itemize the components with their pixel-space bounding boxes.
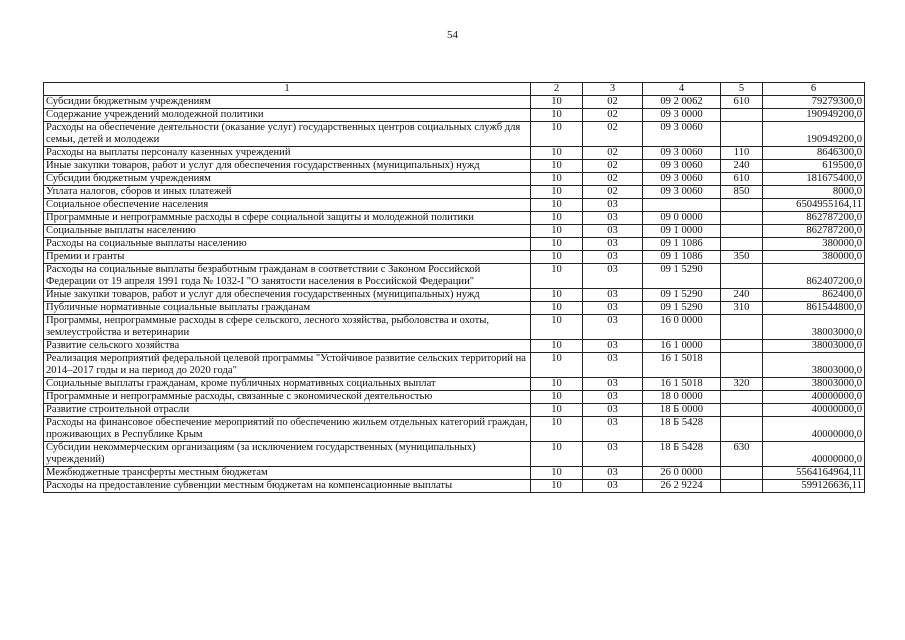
cell-target-article: 09 1 5290 bbox=[643, 289, 721, 302]
table-row bbox=[44, 186, 865, 199]
cell-section: 10 bbox=[531, 186, 583, 199]
cell-expense-type: 320 bbox=[721, 378, 763, 391]
table-row bbox=[44, 467, 865, 480]
cell-amount: 861544800,0 bbox=[763, 302, 865, 315]
cell-description: Развитие сельского хозяйства bbox=[44, 340, 531, 353]
table-row bbox=[44, 480, 865, 493]
cell-subsection: 03 bbox=[583, 417, 643, 442]
cell-amount: 5564164964,11 bbox=[763, 467, 865, 480]
cell-target-article: 09 3 0000 bbox=[643, 109, 721, 122]
cell-amount: 40000000,0 bbox=[763, 391, 865, 404]
cell-subsection: 02 bbox=[583, 173, 643, 186]
cell-target-article: 26 0 0000 bbox=[643, 467, 721, 480]
cell-subsection: 03 bbox=[583, 480, 643, 493]
cell-subsection: 02 bbox=[583, 96, 643, 109]
cell-amount: 181675400,0 bbox=[763, 173, 865, 186]
cell-target-article: 16 1 5018 bbox=[643, 378, 721, 391]
cell-target-article: 26 2 9224 bbox=[643, 480, 721, 493]
cell-subsection: 03 bbox=[583, 238, 643, 251]
cell-expense-type bbox=[721, 122, 763, 147]
cell-target-article: 09 3 0060 bbox=[643, 186, 721, 199]
cell-target-article: 09 1 5290 bbox=[643, 302, 721, 315]
header-col-5: 5 bbox=[721, 83, 763, 96]
cell-target-article: 16 1 0000 bbox=[643, 340, 721, 353]
cell-amount: 6504955164,11 bbox=[763, 199, 865, 212]
table-row bbox=[44, 212, 865, 225]
cell-section: 10 bbox=[531, 160, 583, 173]
cell-description: Иные закупки товаров, работ и услуг для обеспечения государственных (муниципальных) нужд bbox=[44, 289, 531, 302]
table-row bbox=[44, 225, 865, 238]
cell-amount: 40000000,0 bbox=[763, 442, 865, 467]
cell-subsection: 03 bbox=[583, 467, 643, 480]
header-col-3: 3 bbox=[583, 83, 643, 96]
table-row bbox=[44, 404, 865, 417]
cell-expense-type: 310 bbox=[721, 302, 763, 315]
cell-description: Расходы на предоставление субвенции местным бюджетам на компенсационные выплаты bbox=[44, 480, 531, 493]
cell-subsection: 03 bbox=[583, 302, 643, 315]
cell-amount: 862787200,0 bbox=[763, 212, 865, 225]
cell-target-article: 09 1 0000 bbox=[643, 225, 721, 238]
cell-description: Субсидии некоммерческим организациям (за исключением государственных (муниципальных) учреждений) bbox=[44, 442, 531, 467]
cell-expense-type: 610 bbox=[721, 173, 763, 186]
table-row bbox=[44, 417, 865, 442]
cell-amount: 380000,0 bbox=[763, 238, 865, 251]
cell-target-article: 09 1 1086 bbox=[643, 251, 721, 264]
cell-target-article bbox=[643, 199, 721, 212]
table-header-row bbox=[44, 83, 865, 96]
cell-amount: 38003000,0 bbox=[763, 340, 865, 353]
table-row bbox=[44, 96, 865, 109]
cell-section: 10 bbox=[531, 251, 583, 264]
cell-target-article: 09 1 5290 bbox=[643, 264, 721, 289]
cell-description: Развитие строительной отрасли bbox=[44, 404, 531, 417]
cell-expense-type: 610 bbox=[721, 96, 763, 109]
cell-section: 10 bbox=[531, 212, 583, 225]
cell-amount: 190949200,0 bbox=[763, 109, 865, 122]
cell-expense-type bbox=[721, 340, 763, 353]
cell-amount: 38003000,0 bbox=[763, 378, 865, 391]
cell-description: Расходы на обеспечение деятельности (оказание услуг) государственных центров социальных служб для семьи, детей и молодежи bbox=[44, 122, 531, 147]
cell-expense-type bbox=[721, 315, 763, 340]
cell-description: Субсидии бюджетным учреждениям bbox=[44, 96, 531, 109]
cell-subsection: 03 bbox=[583, 225, 643, 238]
header-col-2: 2 bbox=[531, 83, 583, 96]
cell-expense-type: 240 bbox=[721, 289, 763, 302]
header-col-1: 1 bbox=[44, 83, 531, 96]
cell-expense-type: 240 bbox=[721, 160, 763, 173]
cell-expense-type bbox=[721, 199, 763, 212]
cell-subsection: 03 bbox=[583, 251, 643, 264]
cell-subsection: 02 bbox=[583, 147, 643, 160]
cell-target-article: 18 Б 5428 bbox=[643, 442, 721, 467]
cell-description: Программные и непрограммные расходы в сфере социальной защиты и молодежной политики bbox=[44, 212, 531, 225]
cell-subsection: 03 bbox=[583, 315, 643, 340]
table-row bbox=[44, 289, 865, 302]
cell-description: Межбюджетные трансферты местным бюджетам bbox=[44, 467, 531, 480]
table-row bbox=[44, 378, 865, 391]
cell-expense-type bbox=[721, 238, 763, 251]
cell-subsection: 03 bbox=[583, 353, 643, 378]
cell-target-article: 09 0 0000 bbox=[643, 212, 721, 225]
cell-amount: 862407200,0 bbox=[763, 264, 865, 289]
table-row bbox=[44, 391, 865, 404]
header-col-4: 4 bbox=[643, 83, 721, 96]
cell-expense-type: 850 bbox=[721, 186, 763, 199]
cell-section: 10 bbox=[531, 173, 583, 186]
cell-section: 10 bbox=[531, 315, 583, 340]
cell-section: 10 bbox=[531, 109, 583, 122]
cell-amount: 8646300,0 bbox=[763, 147, 865, 160]
cell-description: Программы, непрограммные расходы в сфере сельского, лесного хозяйства, рыболовства и охоты, землеустройства и ветеринарии bbox=[44, 315, 531, 340]
table-row bbox=[44, 251, 865, 264]
cell-amount: 8000,0 bbox=[763, 186, 865, 199]
cell-expense-type bbox=[721, 467, 763, 480]
cell-section: 10 bbox=[531, 96, 583, 109]
cell-section: 10 bbox=[531, 480, 583, 493]
table-row bbox=[44, 340, 865, 353]
cell-amount: 40000000,0 bbox=[763, 404, 865, 417]
table-row bbox=[44, 264, 865, 289]
table-row bbox=[44, 173, 865, 186]
cell-expense-type bbox=[721, 480, 763, 493]
cell-target-article: 16 0 0000 bbox=[643, 315, 721, 340]
cell-description: Социальное обеспечение населения bbox=[44, 199, 531, 212]
cell-amount: 190949200,0 bbox=[763, 122, 865, 147]
cell-target-article: 18 Б 0000 bbox=[643, 404, 721, 417]
cell-description: Социальные выплаты гражданам, кроме публичных нормативных социальных выплат bbox=[44, 378, 531, 391]
cell-amount: 38003000,0 bbox=[763, 315, 865, 340]
cell-target-article: 09 1 1086 bbox=[643, 238, 721, 251]
cell-amount: 862787200,0 bbox=[763, 225, 865, 238]
cell-section: 10 bbox=[531, 340, 583, 353]
cell-subsection: 03 bbox=[583, 391, 643, 404]
cell-section: 10 bbox=[531, 391, 583, 404]
cell-subsection: 03 bbox=[583, 199, 643, 212]
cell-description: Иные закупки товаров, работ и услуг для обеспечения государственных (муниципальных) нужд bbox=[44, 160, 531, 173]
table-row bbox=[44, 238, 865, 251]
cell-section: 10 bbox=[531, 467, 583, 480]
table-row bbox=[44, 442, 865, 467]
table-row bbox=[44, 109, 865, 122]
table-row bbox=[44, 199, 865, 212]
cell-amount: 79279300,0 bbox=[763, 96, 865, 109]
cell-subsection: 02 bbox=[583, 186, 643, 199]
cell-target-article: 18 Б 5428 bbox=[643, 417, 721, 442]
cell-description: Публичные нормативные социальные выплаты гражданам bbox=[44, 302, 531, 315]
cell-subsection: 03 bbox=[583, 264, 643, 289]
cell-amount: 619500,0 bbox=[763, 160, 865, 173]
cell-description: Программные и непрограммные расходы, связанные с экономической деятельностью bbox=[44, 391, 531, 404]
cell-section: 10 bbox=[531, 225, 583, 238]
cell-expense-type bbox=[721, 264, 763, 289]
cell-target-article: 09 3 0060 bbox=[643, 147, 721, 160]
cell-expense-type bbox=[721, 225, 763, 238]
cell-subsection: 03 bbox=[583, 378, 643, 391]
cell-description: Расходы на выплаты персоналу казенных учреждений bbox=[44, 147, 531, 160]
cell-description: Расходы на финансовое обеспечение мероприятий по обеспечению жильем отдельных категорий граждан, проживающих в Республике Крым bbox=[44, 417, 531, 442]
cell-amount: 380000,0 bbox=[763, 251, 865, 264]
cell-expense-type bbox=[721, 353, 763, 378]
cell-description: Уплата налогов, сборов и иных платежей bbox=[44, 186, 531, 199]
cell-expense-type bbox=[721, 404, 763, 417]
table-row bbox=[44, 302, 865, 315]
cell-description: Социальные выплаты населению bbox=[44, 225, 531, 238]
cell-expense-type bbox=[721, 391, 763, 404]
cell-section: 10 bbox=[531, 417, 583, 442]
page-number: 54 bbox=[447, 29, 458, 41]
cell-section: 10 bbox=[531, 442, 583, 467]
cell-section: 10 bbox=[531, 378, 583, 391]
cell-subsection: 03 bbox=[583, 404, 643, 417]
cell-expense-type: 630 bbox=[721, 442, 763, 467]
cell-subsection: 03 bbox=[583, 340, 643, 353]
table-row bbox=[44, 353, 865, 378]
cell-section: 10 bbox=[531, 289, 583, 302]
table-row bbox=[44, 122, 865, 147]
cell-target-article: 09 3 0060 bbox=[643, 122, 721, 147]
cell-subsection: 03 bbox=[583, 212, 643, 225]
budget-table bbox=[43, 82, 865, 493]
cell-description: Расходы на социальные выплаты населению bbox=[44, 238, 531, 251]
cell-amount: 599126636,11 bbox=[763, 480, 865, 493]
cell-expense-type: 110 bbox=[721, 147, 763, 160]
cell-expense-type bbox=[721, 417, 763, 442]
cell-target-article: 09 3 0060 bbox=[643, 160, 721, 173]
cell-section: 10 bbox=[531, 404, 583, 417]
cell-target-article: 09 2 0062 bbox=[643, 96, 721, 109]
cell-section: 10 bbox=[531, 199, 583, 212]
cell-description: Реализация мероприятий федеральной целевой программы "Устойчивое развитие сельских территорий на 2014–2017 годы и на период до 2020 года" bbox=[44, 353, 531, 378]
cell-description: Расходы на социальные выплаты безработным гражданам в соответствии с Законом Российской Федерации от 19 апреля 1991 года № 1032-I "О занятости населения в Российской Федерации" bbox=[44, 264, 531, 289]
cell-section: 10 bbox=[531, 302, 583, 315]
header-col-6: 6 bbox=[763, 83, 865, 96]
table-row bbox=[44, 147, 865, 160]
cell-section: 10 bbox=[531, 147, 583, 160]
table-row bbox=[44, 315, 865, 340]
cell-section: 10 bbox=[531, 353, 583, 378]
cell-description: Содержание учреждений молодежной политики bbox=[44, 109, 531, 122]
cell-target-article: 16 1 5018 bbox=[643, 353, 721, 378]
cell-amount: 862400,0 bbox=[763, 289, 865, 302]
cell-expense-type: 350 bbox=[721, 251, 763, 264]
cell-section: 10 bbox=[531, 264, 583, 289]
cell-subsection: 03 bbox=[583, 289, 643, 302]
table-row bbox=[44, 160, 865, 173]
cell-amount: 40000000,0 bbox=[763, 417, 865, 442]
cell-description: Субсидии бюджетным учреждениям bbox=[44, 173, 531, 186]
cell-section: 10 bbox=[531, 122, 583, 147]
cell-target-article: 09 3 0060 bbox=[643, 173, 721, 186]
cell-subsection: 02 bbox=[583, 160, 643, 173]
cell-subsection: 02 bbox=[583, 109, 643, 122]
cell-subsection: 03 bbox=[583, 442, 643, 467]
cell-amount: 38003000,0 bbox=[763, 353, 865, 378]
cell-description: Премии и гранты bbox=[44, 251, 531, 264]
cell-section: 10 bbox=[531, 238, 583, 251]
cell-expense-type bbox=[721, 212, 763, 225]
cell-expense-type bbox=[721, 109, 763, 122]
cell-subsection: 02 bbox=[583, 122, 643, 147]
cell-target-article: 18 0 0000 bbox=[643, 391, 721, 404]
